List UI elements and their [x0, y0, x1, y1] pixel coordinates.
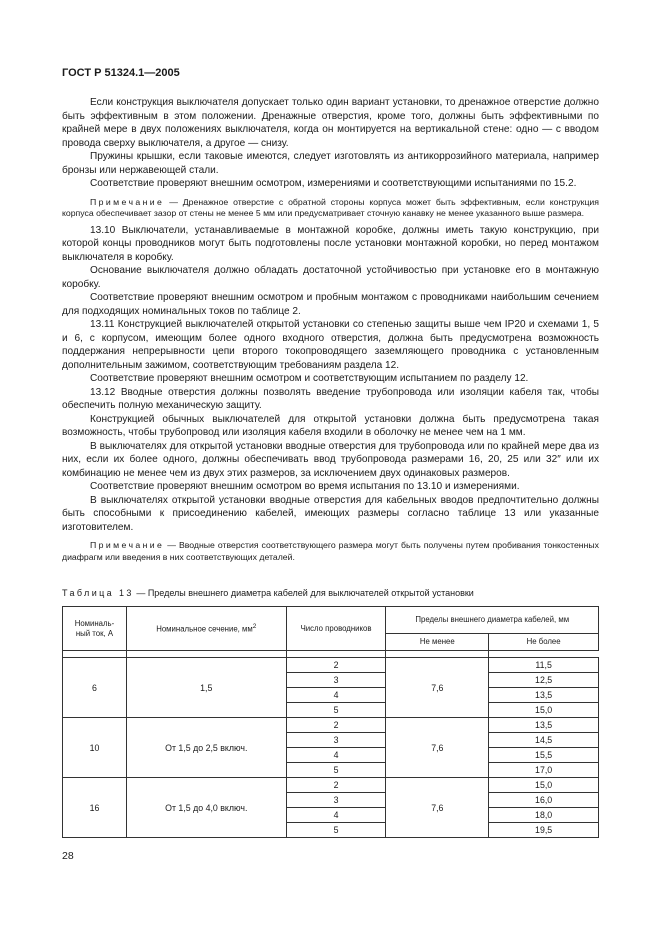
- page-number: 28: [62, 850, 74, 862]
- note-label: Примечание: [90, 540, 165, 551]
- paragraph: Соответствие проверяют внешним осмотром и пробным монтажом с проводниками наибольшим сечением для подходящих номинальных токов по таблице 2.: [62, 292, 599, 317]
- cell-max: 16,0: [489, 793, 599, 808]
- table-title-label: Таблица 13: [62, 588, 134, 598]
- cable-diameter-table: [62, 606, 599, 838]
- cell-max: 17,0: [489, 763, 599, 778]
- table-title-text: — Пределы внешнего диаметра кабелей для выключателей открытой установки: [133, 588, 474, 598]
- header-current: Номиналь- ный ток, А: [63, 607, 127, 651]
- cell-max: 15,0: [489, 778, 599, 793]
- cell-current: 6: [63, 658, 127, 718]
- note: [62, 197, 599, 220]
- paragraph: 13.11 Конструкцией выключателей открытой установки со степенью защиты выше чем IP20 и схемами 1, 5 и 6, с корпусом, имеющим более одного входного отверстия, должна быть предусмотрена возможность поддержания непрерывности цепи второго токопроводящего заземляющего проводника с установленным дополнительным зажимом, соответствующим требованиям раздела 12.: [62, 319, 599, 371]
- cell-conductors: 4: [286, 748, 386, 763]
- cell-max: 14,5: [489, 733, 599, 748]
- cell-conductors: 5: [286, 703, 386, 718]
- cell-max: 19,5: [489, 823, 599, 838]
- table-row: [63, 778, 599, 793]
- table-spacer: [63, 651, 599, 658]
- cell-min: 7,6: [386, 718, 489, 778]
- cell-min: 7,6: [386, 778, 489, 838]
- note-text: — Дренажное отверстие с обратной стороны корпуса может быть эффективным, если конструкция корпуса обеспечивает зазор от стены не менее 5 мм или предусматривает сточную канавку не менее указанного выше размера.: [62, 196, 599, 219]
- note: [62, 540, 599, 563]
- cell-max: 12,5: [489, 673, 599, 688]
- cell-max: 15,0: [489, 703, 599, 718]
- cell-conductors: 2: [286, 658, 386, 673]
- header-limits: Пределы внешнего диаметра кабелей, мм: [386, 607, 599, 634]
- cell-section: От 1,5 до 2,5 включ.: [126, 718, 286, 778]
- paragraph: Основание выключателя должно обладать достаточной устойчивостью при установке его в монтажную коробку.: [62, 265, 599, 290]
- cell-max: 13,5: [489, 688, 599, 703]
- cell-max: 13,5: [489, 718, 599, 733]
- paragraph: Конструкцией обычных выключателей для открытой установки должна быть предусмотрена такая возможность, чтобы трубопровод или изоляция кабеля входили в оболочку не менее чем на 1 мм.: [62, 413, 599, 439]
- header-min: Не менее: [386, 634, 489, 651]
- header-section: Номинальное сечение, $мм^2$: [126, 607, 286, 651]
- paragraph: Соответствие проверяют внешним осмотром и соответствующим испытанием по разделу 12.: [90, 373, 529, 385]
- cell-min: 7,6: [386, 658, 489, 718]
- note-text: — Вводные отверстия соответствующего размера могут быть получены путем пробивания тонкостенных диафрагм или введения в них соответствующих деталей.: [62, 540, 599, 563]
- paragraph: Соответствие проверяют внешним осмотром, измерениями и соответствующими испытаниями по 15.2.: [90, 178, 577, 189]
- paragraph: В выключателях открытой установки вводные отверстия для кабельных вводов предпочтительно должны быть способными к присоединению кабелей, имеющих размеры согласно таблице 13 или указанные изготовителем.: [62, 494, 599, 533]
- header-max: Не более: [489, 634, 599, 651]
- table-row: [63, 658, 599, 673]
- cell-conductors: 2: [286, 778, 386, 793]
- cell-conductors: 5: [286, 823, 386, 838]
- note-label: Примечание: [90, 196, 165, 207]
- cell-conductors: 4: [286, 808, 386, 823]
- paragraph: 13.12 Вводные отверстия должны позволять введение трубопровода или изоляции кабеля так, чтобы обеспечить полную механическую защиту.: [62, 386, 599, 412]
- cell-conductors: 2: [286, 718, 386, 733]
- cell-section: 1,5: [126, 658, 286, 718]
- paragraph: В выключателях для открытой установки вводные отверстия для трубопровода или по крайней мере два из них, если их более одного, должны обеспечивать ввод трубопровода размерами 16, 20, 25 или 32″ или их комбинацию не менее чем из двух этих размеров, за исключением двух одинаковых размеров.: [62, 440, 599, 479]
- table-title: [62, 588, 474, 598]
- paragraph: 13.10 Выключатели, устанавливаемые в монтажной коробке, должны иметь такую конструкцию, при которой концы проводников могут быть подготовлены после установки монтажной коробки, но перед монтажом выключателя в коробку.: [62, 224, 599, 263]
- document-header: ГОСТ Р 51324.1—2005: [62, 67, 180, 79]
- cell-conductors: 3: [286, 793, 386, 808]
- cell-section: От 1,5 до 4,0 включ.: [126, 778, 286, 838]
- cell-conductors: 3: [286, 673, 386, 688]
- paragraph: Пружины крышки, если таковые имеются, следует изготовлять из антикоррозийного материала, например бронзы или нержавеющей стали.: [62, 151, 599, 176]
- cell-conductors: 5: [286, 763, 386, 778]
- cell-max: 11,5: [489, 658, 599, 673]
- cell-conductors: 3: [286, 733, 386, 748]
- table-row: [63, 718, 599, 733]
- cell-max: 18,0: [489, 808, 599, 823]
- cell-current: 16: [63, 778, 127, 838]
- header-conductors: Число проводников: [286, 607, 386, 651]
- paragraph: Если конструкция выключателя допускает только один вариант установки, то дренажное отверстие должно быть эффективным в этом положении. Дренажные отверстия, кроме того, должны быть эффективными по крайней мере в двух положениях выключателя, когда он монтируется на вертикальной стене: одно — с вводом провода сверху выключателя, а другое — снизу.: [62, 97, 599, 149]
- cell-max: 15,5: [489, 748, 599, 763]
- main-text: [62, 96, 599, 568]
- paragraph: Соответствие проверяют внешним осмотром во время испытания по 13.10 и измерениями.: [90, 481, 520, 493]
- cell-current: 10: [63, 718, 127, 778]
- cell-conductors: 4: [286, 688, 386, 703]
